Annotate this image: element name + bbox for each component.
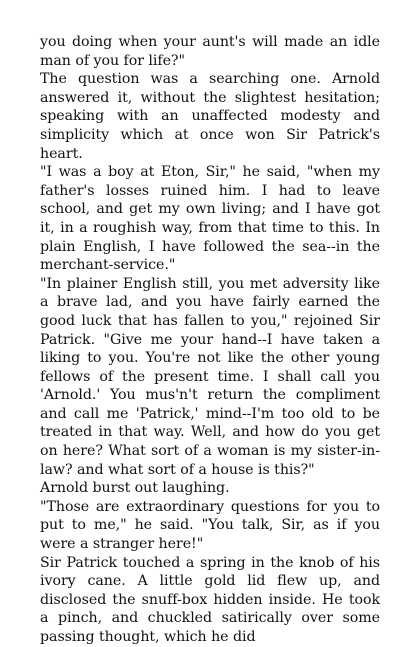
paragraph-6: "Those are extraordinary questions for you to put to me," he said. "You talk, Sir, as if you were a stranger here!": [40, 498, 380, 553]
paragraph-3: "I was a boy at Eton, Sir," he said, "when my father's losses ruined him. I had to leave school, and get my own living; and I have got it, in a roughish way, from that time to this. In plain English, I have followed the sea--in the merchant-service.": [40, 164, 380, 274]
paragraph-2: The question was a searching one. Arnold answered it, without the slightest hesitation; speaking with an unaffected modesty and simplicity which at once won Sir Patrick's heart.: [40, 71, 380, 162]
paragraph-4: "In plainer English still, you met adversity like a brave lad, and you have fairly earned the good luck that has fallen to you," rejoined Sir Patrick. "Give me your hand--I have taken a liking to you. You're not like the other young fellows of the present time. I shall call you 'Arnold.' You mus'n't return the compliment and call me 'Patrick,' mind--I'm too old to be treated in that way. Well, and how do you get on here? What sort of a woman is my sister-in-law? and what sort of a house is this?": [40, 275, 380, 478]
book-page-text: [40, 33, 380, 647]
paragraph-5: Arnold burst out laughing.: [40, 480, 230, 497]
paragraph-1: you doing when your aunt's will made an idle man of you for life?": [40, 34, 380, 69]
paragraph-7: Sir Patrick touched a spring in the knob of his ivory cane. A little gold lid flew up, and disclosed the snuff-box hidden inside. He took a pinch, and chuckled satirically over some passing thought, which he did: [40, 554, 380, 645]
